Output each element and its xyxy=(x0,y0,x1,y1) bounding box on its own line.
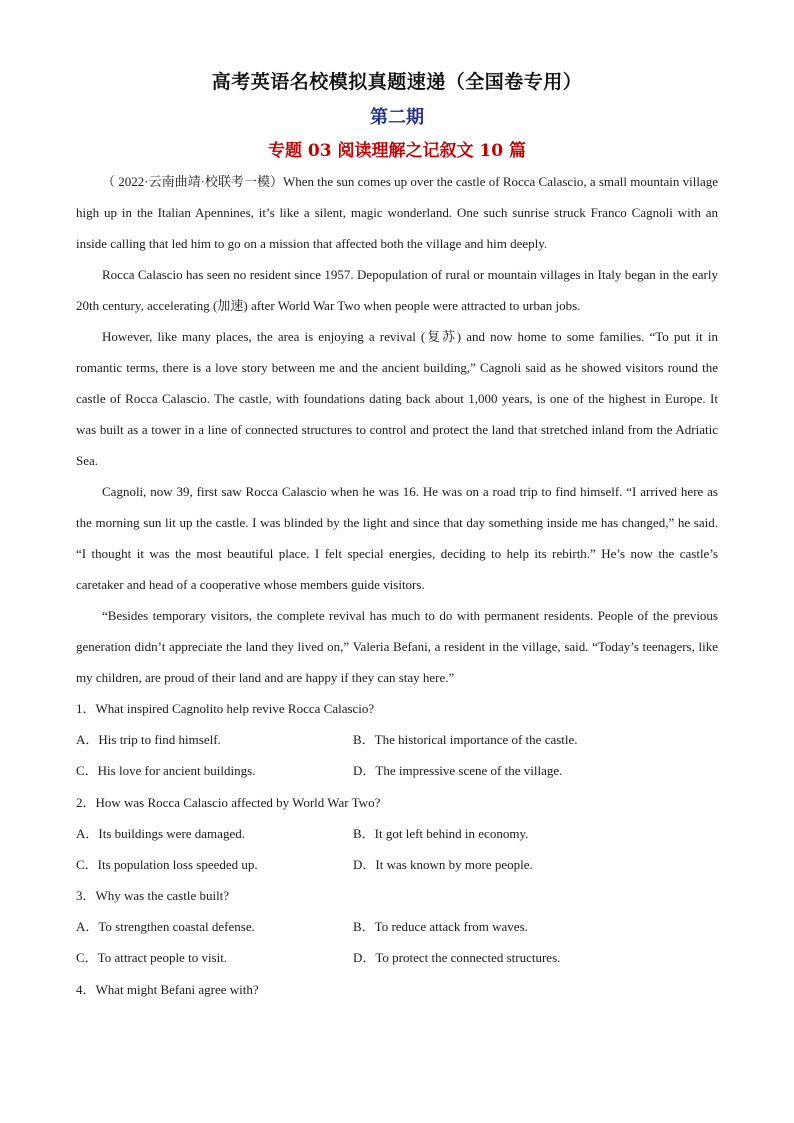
question-stem: 1．What inspired Cagnolito help revive Rocca Calascio? xyxy=(76,701,375,716)
passage-paragraph: Cagnoli, now 39, first saw Rocca Calascio when he was 16. He was on a road trip to find himself. “I arrived here as the morning sun lit up the castle. I was blinded by the light and since that day something inside me has changed,” he said. “I thought it was the most beautiful place. I felt special energies, deciding to help its rebirth.” He’s now the castle’s caretaker and head of a cooperative whose members guide visitors. xyxy=(76,484,718,592)
question-1 xyxy=(76,693,718,787)
question-stem: 2．How was Rocca Calascio affected by World War Two? xyxy=(76,794,381,810)
option-row xyxy=(76,755,718,786)
topic-heading: 专题 03 阅读理解之记叙文 10 篇 xyxy=(268,141,526,161)
option-row xyxy=(76,849,718,880)
option-d: D．To protect the connected structures. xyxy=(353,950,561,966)
option-a: A．Its buildings were damaged. xyxy=(76,825,245,841)
question-2 xyxy=(76,787,718,881)
passage-paragraph: “Besides temporary visitors, the complete revival has much to do with permanent residents. People of the previous generation didn’t appreciate the land they lived on,” Valeria Befani, a resident in the village, said. “Today’s teenagers, like my children, are proud of their land and are happy if they can stay here.” xyxy=(76,608,718,685)
question-3 xyxy=(76,880,718,974)
document-title: 高考英语名校模拟真题速递（全国卷专用） xyxy=(211,71,583,93)
option-c: C．His love for ancient buildings. xyxy=(76,763,256,779)
reading-passage xyxy=(76,166,718,693)
question-4 xyxy=(76,974,718,1005)
option-d: D．The impressive scene of the village. xyxy=(353,763,563,779)
option-b: B．It got left behind in economy. xyxy=(353,825,529,841)
option-d: D．It was known by more people. xyxy=(353,856,533,872)
option-b: B．The historical importance of the castle. xyxy=(353,732,578,747)
issue-label: 第二期 xyxy=(370,107,424,128)
question-stem: 4．What might Befani agree with? xyxy=(76,981,259,997)
option-c: C．Its population loss speeded up. xyxy=(76,856,258,872)
option-b: B．To reduce attack from waves. xyxy=(353,919,528,935)
option-a: A．His trip to find himself. xyxy=(76,732,221,747)
passage-paragraph: Rocca Calascio has seen no resident since 1957. Depopulation of rural or mountain villages in Italy began in the early 20th century, accelerating (加速) after World War Two when people were attracted to urban jobs. xyxy=(76,267,718,313)
question-stem: 3．Why was the castle built? xyxy=(76,888,230,904)
option-row xyxy=(76,942,718,973)
document-page xyxy=(76,64,718,1005)
passage-paragraph: However, like many places, the area is enjoying a revival (复苏) and now home to some families. “To put it in romantic terms, there is a love story between me and the ancient building,” Cagnoli said as he showed visitors round the castle of Rocca Calascio. The castle, with foundations dating back about 1,000 years, is one of the highest in Europe. It was built as a tower in a line of connected structures to control and protect the land that stretched inland from the Adriatic Sea. xyxy=(76,329,718,468)
option-c: C．To attract people to visit. xyxy=(76,950,228,966)
option-row xyxy=(76,724,718,755)
option-row xyxy=(76,911,718,942)
option-row xyxy=(76,818,718,849)
passage-paragraph: （ 2022·云南曲靖·校联考一模）When the sun comes up over the castle of Rocca Calascio, a small mountain village high up in the Italian Apennines, it’s like a silent, magic wonderland. One such sunrise struck Franco Cagnoli with an inside calling that led him to go on a mission that affected both the village and him deeply. xyxy=(76,174,718,251)
option-a: A．To strengthen coastal defense. xyxy=(76,919,255,935)
